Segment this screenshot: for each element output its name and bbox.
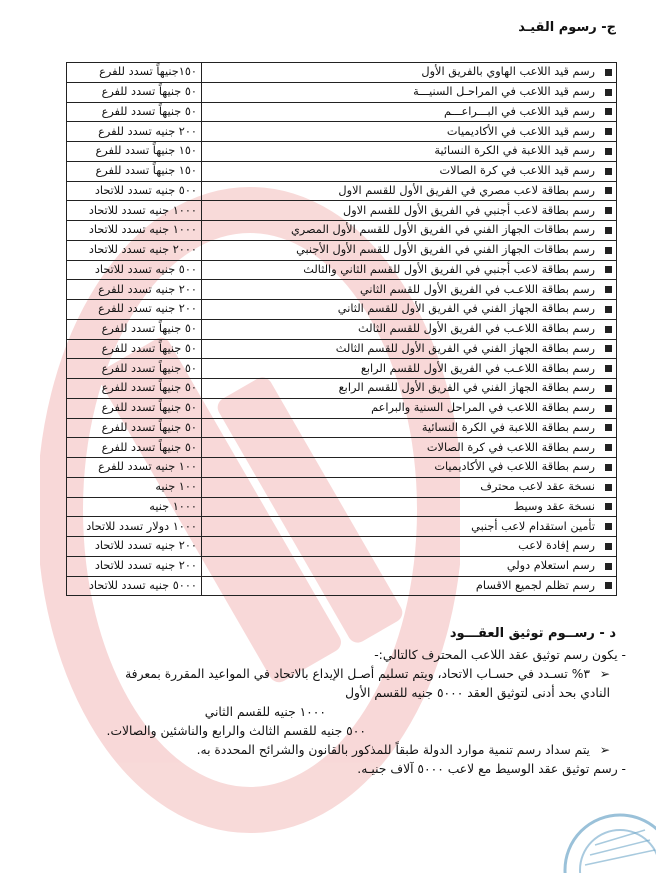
fee-row: [67, 260, 617, 280]
fee-row: [67, 458, 617, 478]
square-bullet-icon: [605, 69, 612, 76]
fee-row: [67, 102, 617, 122]
fee-description-cell: رسم بطاقة اللاعـب في الفريق الأول للقسم الثالث: [202, 319, 617, 339]
fee-description-cell: رسم قيد اللاعب في البـــراعـــم: [202, 102, 617, 122]
square-bullet-icon: [605, 128, 612, 135]
fee-amount-cell: ١٠٠ جنيه: [67, 477, 202, 497]
fee-amount-cell: ١٠٠٠ جنيه تسدد للاتحاد: [67, 221, 202, 241]
fee-description-cell: رسم قيد اللاعب الهاوي بالفريق الأول: [202, 63, 617, 83]
fee-row: [67, 82, 617, 102]
contract-line-1: ➢٣% تسـدد في حسـاب الاتحاد، ويتم تسليم أصـل الإيداع بالاتحاد في المواعيد المقررة بمعرفة: [26, 665, 626, 684]
fee-amount-cell: ٢٠٠ جنيه تسدد للفرع: [67, 300, 202, 320]
fee-amount-cell: ٢٠٠ جنيه تسدد للاتحاد: [67, 537, 202, 557]
fee-row: [67, 359, 617, 379]
check-arrow-icon: ➢: [599, 667, 610, 681]
check-arrow-icon: ➢: [599, 743, 610, 757]
fee-description-cell: رسم بطاقات الجهاز الفني في الفريق الأول للقسم الأول الأجنبي: [202, 240, 617, 260]
fee-amount-cell: ٥٠ جنيهاً تسدد للفرع: [67, 339, 202, 359]
fee-description-cell: رسم بطاقة اللاعبة في الكرة النسائية: [202, 418, 617, 438]
fee-row: [67, 300, 617, 320]
contract-fees-section: [26, 646, 626, 779]
square-bullet-icon: [605, 385, 612, 392]
square-bullet-icon: [605, 484, 612, 491]
square-bullet-icon: [605, 543, 612, 550]
fee-description-cell: نسخة عقد وسيط: [202, 497, 617, 517]
fee-row: [67, 497, 617, 517]
square-bullet-icon: [605, 582, 612, 589]
contract-line-4: ٥٠٠ جنيه للقسم الثالث والرابع والناشئين والصالات.: [106, 724, 366, 738]
square-bullet-icon: [605, 266, 612, 273]
fee-description-cell: رسم بطاقة لاعب مصري في الفريق الأول للقسم الاول: [202, 181, 617, 201]
fee-description-cell: نسخة عقد لاعب محترف: [202, 477, 617, 497]
contract-intro: - يكون رسم توثيق عقد اللاعب المحترف كالتالي:-: [374, 648, 626, 662]
fee-row: [67, 201, 617, 221]
fee-amount-cell: ٢٠٠ جنيه تسدد للفرع: [67, 122, 202, 142]
fee-row: [67, 280, 617, 300]
fee-amount-cell: ٥٠ جنيهاً تسدد للفرع: [67, 379, 202, 399]
fee-description-cell: رسم إفادة لاعب: [202, 537, 617, 557]
fee-row: [67, 438, 617, 458]
contract-line-6: - رسم توثيق عقد الوسيط مع لاعب ٥٠٠٠ آلاف جنيـه.: [357, 762, 626, 776]
fee-description-cell: رسم بطاقة اللاعـب في الفريق الأول للقسم الثاني: [202, 280, 617, 300]
fee-description-cell: رسم قيد اللاعب في كرة الصالات: [202, 161, 617, 181]
square-bullet-icon: [605, 424, 612, 431]
square-bullet-icon: [605, 286, 612, 293]
fee-row: [67, 418, 617, 438]
fee-amount-cell: ١٠٠ جنيه تسدد للفرع: [67, 458, 202, 478]
contract-line-2: النادي بحد أدنى لتوثيق العقد ٥٠٠٠ جنيه للقسم الأول: [345, 686, 610, 700]
fee-amount-cell: ٥٠ جنيهاً تسدد للفرع: [67, 398, 202, 418]
fee-amount-cell: ١٠٠٠ جنيه تسدد للاتحاد: [67, 201, 202, 221]
square-bullet-icon: [605, 523, 612, 530]
fee-amount-cell: ٢٠٠٠ جنيه تسدد للاتحاد: [67, 240, 202, 260]
fee-description-cell: رسم بطاقة اللاعب في المراحل السنية والبراعم: [202, 398, 617, 418]
square-bullet-icon: [605, 503, 612, 510]
fee-row: [67, 63, 617, 83]
fee-amount-cell: ٢٠٠ جنيه تسدد للاتحاد: [67, 556, 202, 576]
fee-row: [67, 477, 617, 497]
square-bullet-icon: [605, 405, 612, 412]
fee-amount-cell: ٥٠ جنيهاً تسدد للفرع: [67, 418, 202, 438]
square-bullet-icon: [605, 464, 612, 471]
fee-description-cell: رسم بطاقة لاعب أجنبي في الفريق الأول للقسم الثاني والثالث: [202, 260, 617, 280]
square-bullet-icon: [605, 345, 612, 352]
square-bullet-icon: [605, 563, 612, 570]
fee-row: [67, 161, 617, 181]
fee-row: [67, 339, 617, 359]
fee-amount-cell: ٥٠٠٠ جنيه تسدد للاتحاد: [67, 576, 202, 596]
fee-row: [67, 221, 617, 241]
fee-description-cell: رسم استعلام دولي: [202, 556, 617, 576]
fee-row: [67, 122, 617, 142]
fee-amount-cell: ٥٠ جنيهاً تسدد للفرع: [67, 438, 202, 458]
fee-amount-cell: ١٠٠٠ جنيه: [67, 497, 202, 517]
fee-amount-cell: ٥٠ جنيهاً تسدد للفرع: [67, 359, 202, 379]
fee-row: [67, 240, 617, 260]
fee-amount-cell: ٥٠ جنيهاً تسدد للفرع: [67, 82, 202, 102]
square-bullet-icon: [605, 168, 612, 175]
square-bullet-icon: [605, 365, 612, 372]
square-bullet-icon: [605, 247, 612, 254]
fee-amount-cell: ١٥٠ جنيهاً تسدد للفرع: [67, 161, 202, 181]
fee-description-cell: رسم بطاقة الجهاز الفني في الفريق الأول للقسم الثالث: [202, 339, 617, 359]
square-bullet-icon: [605, 108, 612, 115]
fee-description-cell: رسم بطاقات الجهاز الفني في الفريق الأول للقسم الأول المصري: [202, 221, 617, 241]
fee-description-cell: رسم قيد اللاعب في المراحـل السنيـــة: [202, 82, 617, 102]
contract-line-5: ➢يتم سداد رسم تنمية موارد الدولة طبقاً للمذكور بالقانون والشرائح المحددة به.: [26, 741, 626, 760]
fee-row: [67, 576, 617, 596]
fee-amount-cell: ١٥٠ جنيهاً تسدد للفرع: [67, 142, 202, 162]
square-bullet-icon: [605, 306, 612, 313]
fee-amount-cell: ٥٠٠ جنيه تسدد للاتحاد: [67, 181, 202, 201]
fee-amount-cell: ١٠٠٠ دولار تسدد للاتحاد: [67, 517, 202, 537]
square-bullet-icon: [605, 148, 612, 155]
fee-description-cell: تأمين استقدام لاعب أجنبي: [202, 517, 617, 537]
fee-amount-cell: ٥٠ جنيهاً تسدد للفرع: [67, 102, 202, 122]
registration-fees-table: [66, 62, 617, 596]
contract-line-3: ١٠٠٠ جنيه للقسم الثاني: [204, 705, 326, 719]
fee-description-cell: رسم قيد اللاعب في الأكاديميات: [202, 122, 617, 142]
square-bullet-icon: [605, 326, 612, 333]
official-stamp: [560, 800, 656, 873]
fee-row: [67, 398, 617, 418]
fee-amount-cell: ٢٠٠ جنيه تسدد للفرع: [67, 280, 202, 300]
fee-description-cell: رسم بطاقة اللاعب في الأكاديميات: [202, 458, 617, 478]
fee-row: [67, 537, 617, 557]
fee-amount-cell: ٥٠ جنيهاً تسدد للفرع: [67, 319, 202, 339]
fee-description-cell: رسم بطاقة الجهاز الفني في الفريق الأول للقسم الثاني: [202, 300, 617, 320]
fee-row: [67, 517, 617, 537]
fee-row: [67, 142, 617, 162]
fee-amount-cell: ١٥٠جنيهاً تسدد للفرع: [67, 63, 202, 83]
section-d-title: د - رســوم توثيق العقـــود: [449, 626, 616, 641]
fee-row: [67, 181, 617, 201]
square-bullet-icon: [605, 227, 612, 234]
fee-description-cell: رسم قيد اللاعبة في الكرة النسائية: [202, 142, 617, 162]
fee-description-cell: رسم بطاقة اللاعـب في الفريق الأول للقسم الرابع: [202, 359, 617, 379]
fee-description-cell: رسم بطاقة لاعب أجنبي في الفريق الأول للقسم الاول: [202, 201, 617, 221]
fee-row: [67, 319, 617, 339]
fee-description-cell: رسم بطاقة اللاعب في كرة الصالات: [202, 438, 617, 458]
square-bullet-icon: [605, 207, 612, 214]
fee-row: [67, 379, 617, 399]
fee-description-cell: رسم تظلم لجميع الاقسام: [202, 576, 617, 596]
fee-row: [67, 556, 617, 576]
square-bullet-icon: [605, 89, 612, 96]
fee-amount-cell: ٥٠٠ جنيه تسدد للاتحاد: [67, 260, 202, 280]
fee-description-cell: رسم بطاقة الجهاز الفني في الفريق الأول للقسم الرابع: [202, 379, 617, 399]
square-bullet-icon: [605, 444, 612, 451]
section-c-title: ج- رسوم القيـد: [518, 20, 616, 35]
square-bullet-icon: [605, 187, 612, 194]
